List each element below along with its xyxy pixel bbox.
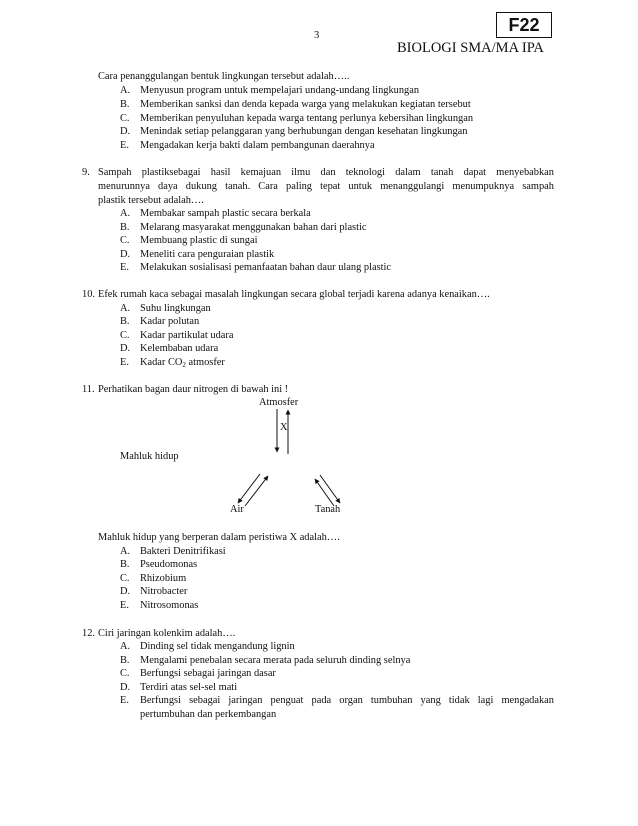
- arrow-from-air: [245, 476, 268, 506]
- option-e: E.: [120, 695, 129, 706]
- option-b: B. Kadar polutan: [120, 316, 200, 327]
- option-c: C. Memberikan penyuluhan kepada warga tentang perlunya kebersihan lingkungan: [120, 113, 474, 124]
- label-air: Air: [230, 504, 244, 515]
- question-number: 9.: [82, 167, 90, 178]
- option-a: A. Dinding sel tidak mengandung lignin: [120, 641, 295, 652]
- option-d: D. Terdiri atas sel-sel mati: [120, 682, 238, 693]
- question-stem-line-1: Sampah plastiksebagai hasil kemajuan ilmu dan teknologi dalam tanah dapat menyebabkan: [98, 167, 554, 178]
- option-e-line-2: pertumbuhan dan perkembangan: [140, 709, 277, 720]
- option-c: C. Kadar partikulat udara: [120, 330, 234, 341]
- label-atmosfer: Atmosfer: [259, 397, 299, 408]
- option-b: B. Mengalami penebalan secara merata pada seluruh dinding selnya: [120, 655, 411, 666]
- option-c: C. Rhizobium: [120, 573, 187, 584]
- label-x: X: [280, 422, 288, 433]
- option-d: D. Menindak setiap pelanggaran yang berhubungan dengan kesehatan lingkungan: [120, 126, 468, 137]
- question-stem-line-3: plastik tersebut adalah….: [98, 195, 204, 206]
- option-a: A. Suhu lingkungan: [120, 303, 211, 314]
- option-e: E. Kadar $CO_2$ atmosfer: [120, 357, 225, 369]
- page-number: 3: [314, 30, 320, 41]
- arrow-to-tanah: [320, 475, 340, 503]
- option-e-line-1: Berfungsi sebagai jaringan penguat pada organ tumbuhan yang tidak lagi mengadakan: [140, 695, 554, 706]
- option-e: E. Mengadakan kerja bakti dalam pembangunan daerahnya: [120, 140, 375, 151]
- option-d: D. Kelembaban udara: [120, 343, 219, 354]
- option-b: B. Memberikan sanksi dan denda kepada warga yang melakukan kegiatan tersebut: [120, 99, 471, 110]
- question-stem: Efek rumah kaca sebagai masalah lingkungan secara global terjadi karena adanya kenaikan….: [98, 289, 490, 300]
- option-c: C. Membuang plastic di sungai: [120, 235, 258, 246]
- label-tanah: Tanah: [315, 504, 341, 515]
- option-c: C. Berfungsi sebagai jaringan dasar: [120, 668, 276, 679]
- question-stem: Perhatikan bagan daur nitrogen di bawah ini !: [98, 384, 289, 395]
- option-d: D. Meneliti cara penguraian plastik: [120, 249, 275, 260]
- question-number: 12.: [82, 628, 95, 639]
- question-number: 11.: [82, 384, 95, 395]
- question-text: Mahluk hidup yang berperan dalam peristiwa X adalah….: [98, 532, 340, 543]
- option-b: B. Pseudomonas: [120, 559, 198, 570]
- option-a: A. Membakar sampah plastic secara berkala: [120, 208, 311, 219]
- arrow-from-tanah: [315, 479, 334, 506]
- question-stem-line-2: menurunnya daya dukung tanah. Cara paling tepat untuk menanggulangi menumpuknya sampah: [98, 181, 554, 192]
- subject-title: BIOLOGI SMA/MA IPA: [397, 40, 544, 56]
- arrow-to-air: [238, 474, 260, 503]
- option-b: B. Melarang masyarakat menggunakan bahan dari plastic: [120, 222, 367, 233]
- label-mahluk-hidup: Mahluk hidup: [120, 451, 179, 462]
- option-d: D. Nitrobacter: [120, 586, 188, 597]
- exam-code-box: F22: [496, 12, 552, 38]
- option-a: A. Bakteri Denitrifikasi: [120, 546, 226, 557]
- option-a: A. Menyusun program untuk mempelajari undang-undang lingkungan: [120, 85, 420, 96]
- question-number: 10.: [82, 289, 95, 300]
- question-stem: Ciri jaringan kolenkim adalah….: [98, 628, 236, 639]
- option-e: E. Melakukan sosialisasi pemanfaatan bahan daur ulang plastic: [120, 262, 392, 273]
- option-e: E. Nitrosomonas: [120, 600, 199, 611]
- question-stem: Cara penanggulangan bentuk lingkungan tersebut adalah…..: [98, 71, 350, 82]
